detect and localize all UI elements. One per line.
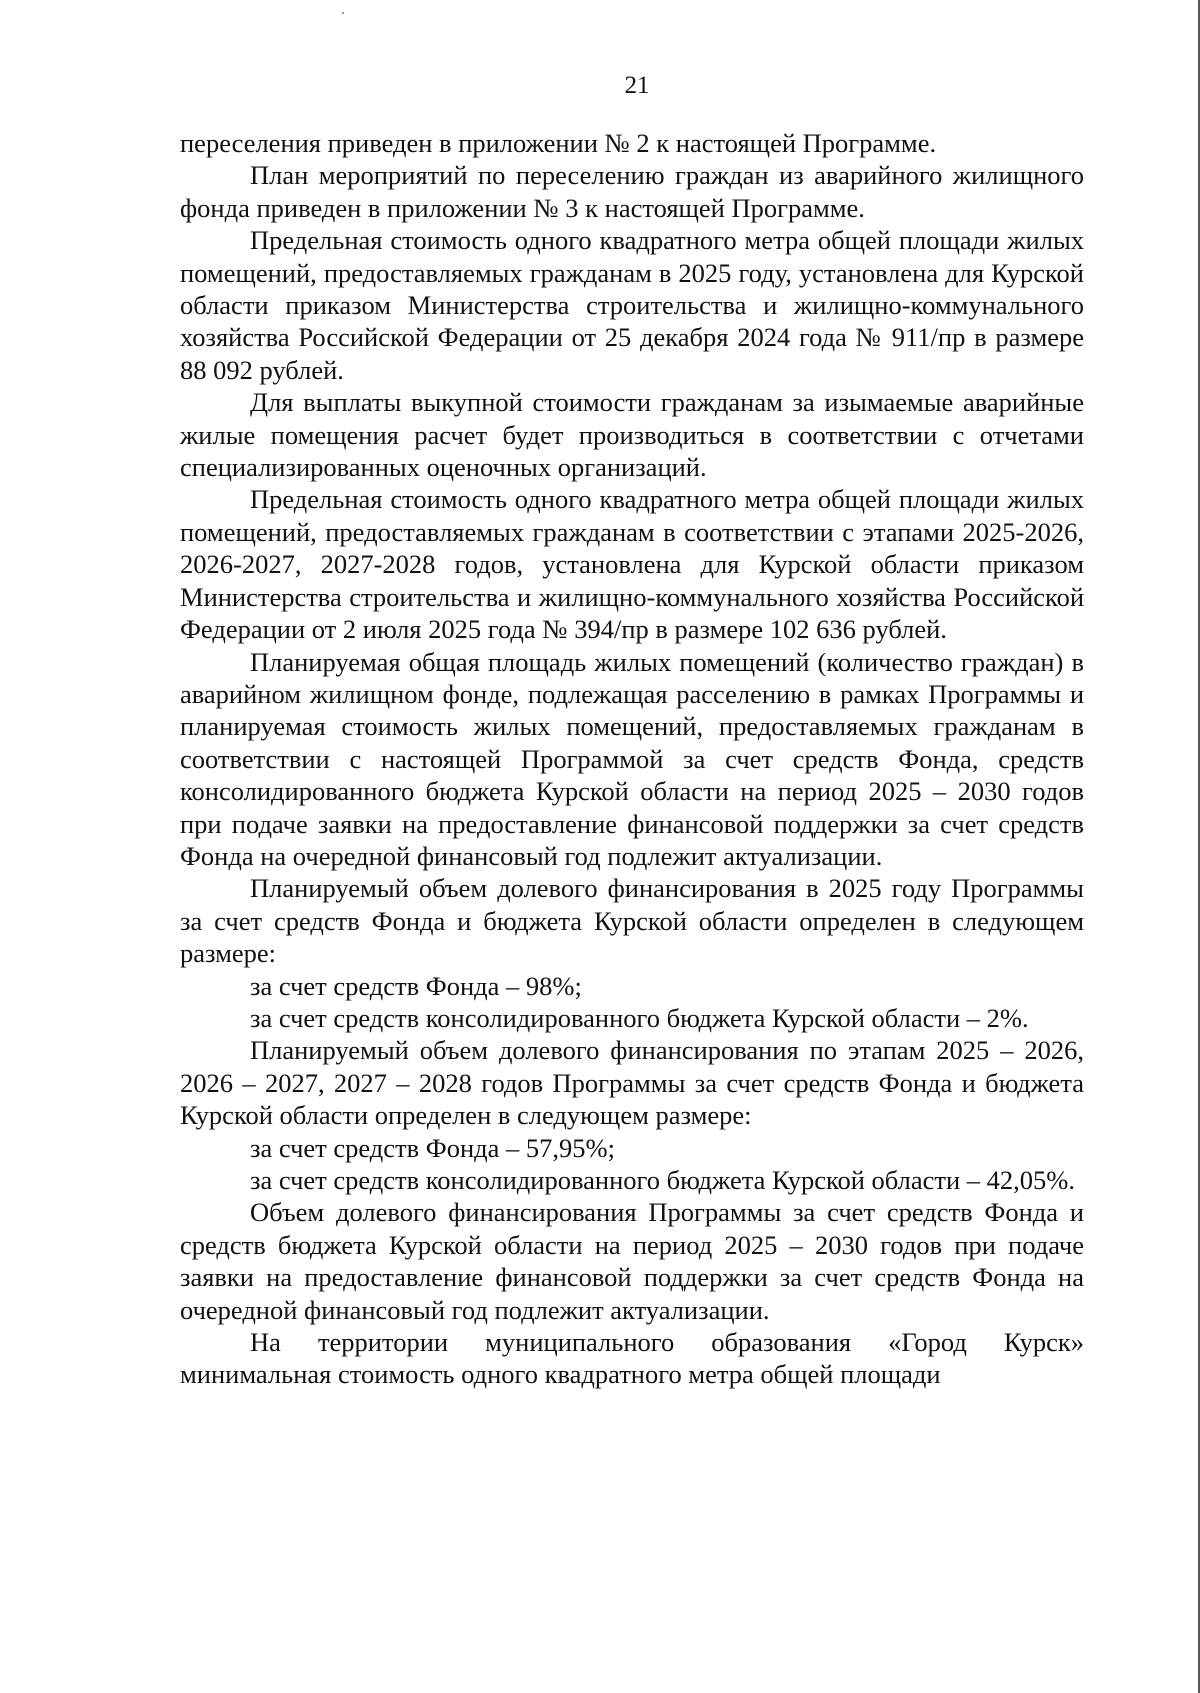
paragraph-7: Планируемый объем долевого финансирования в 2025 году Программы за счет средств Фонда и бюджета Курской области определен в следующем размере: bbox=[180, 873, 1084, 969]
paragraph-11: за счет средств Фонда – 57,95%; bbox=[250, 1132, 615, 1163]
document-body bbox=[180, 127, 1084, 1391]
paragraph-13: Объем долевого финансирования Программы за счет средств Фонда и средств бюджета Курской области на период 2025 – 2030 годов при подаче заявки на предоставление финансовой поддержки за счет средств Фонда на очередной финансовый год подлежит актуализации. bbox=[180, 1197, 1084, 1325]
paragraph-8: за счет средств Фонда – 98%; bbox=[250, 970, 582, 1001]
paragraph-4: Для выплаты выкупной стоимости гражданам за изымаемые аварийные жилые помещения расчет будет производиться в соответствии с отчетами специализированных оценочных организаций. bbox=[180, 387, 1084, 483]
paragraph-12: за счет средств консолидированного бюджета Курской области – 42,05%. bbox=[250, 1165, 1075, 1195]
paragraph-9: за счет средств консолидированного бюджета Курской области – 2%. bbox=[250, 1002, 1029, 1033]
scan-speck bbox=[342, 12, 344, 14]
paragraph-3: Предельная стоимость одного квадратного метра общей площади жилых помещений, предоставляемых гражданам в 2025 году, установлена для Курской области приказом Министерства строительства и жилищно-коммунального хозяйства Российской Федерации от 25 декабря 2024 года № 911/пр в размере 88 092 рублей. bbox=[180, 225, 1084, 385]
paragraph-6: Планируемая общая площадь жилых помещений (количество граждан) в аварийном жилищном фонде, подлежащая расселению в рамках Программы и планируемая стоимость жилых помещений, предоставляемых гражданам в соответствии с настоящей Программой за счет средств Фонда, средств консолидированного бюджета Курской области на период 2025 – 2030 годов при подаче заявки на предоставление финансовой поддержки за счет средств Фонда на очередной финансовый год подлежит актуализации. bbox=[180, 646, 1084, 871]
paragraph-10: Планируемый объем долевого финансирования по этапам 2025 – 2026, 2026 – 2027, 2027 – 2028 годов Программы за счет средств Фонда и бюджета Курской области определен в следующем размере: bbox=[180, 1035, 1084, 1131]
page-number: 21 bbox=[624, 72, 650, 99]
paragraph-2: План мероприятий по переселению граждан из аварийного жилищного фонда приведен в приложении № 3 к настоящей Программе. bbox=[180, 160, 1084, 223]
paragraph-1: переселения приведен в приложении № 2 к настоящей Программе. bbox=[180, 128, 937, 158]
paragraph-14: На территории муниципального образования «Город Курск» минимальная стоимость одного квадратного метра общей площади bbox=[180, 1327, 1084, 1390]
paragraph-5: Предельная стоимость одного квадратного метра общей площади жилых помещений, предоставляемых гражданам в соответствии с этапами 2025-2026, 2026-2027, 2027-2028 годов, установлена для Курской области приказом Министерства строительства и жилищно-коммунального хозяйства Российской Федерации от 2 июля 2025 года № 394/пр в размере 102 636 рублей. bbox=[180, 484, 1084, 645]
